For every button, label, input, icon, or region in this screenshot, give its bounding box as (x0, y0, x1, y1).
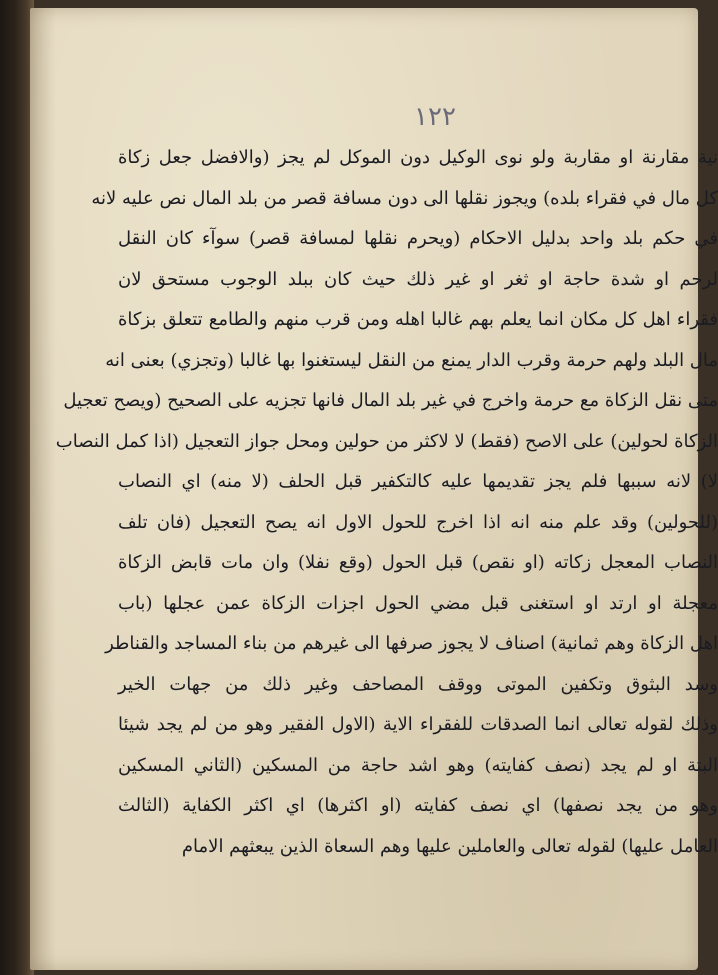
manuscript-text (55, 138, 718, 867)
text-line: العامل عليها) لقوله تعالى والعاملين عليها وهم السعاة الذين يبعثهم الامام (181, 835, 718, 857)
text-line: مال البلد ولهم حرمة وقرب الدار يمنع من النقل ليستغنوا بها غالبا (وتجزي) بعنى انه (105, 349, 718, 371)
text-line: متى نقل الزكاة مع حرمة واخرج في غير بلد المال فانها تجزيه على الصحيح (ويصح تعجيل (63, 390, 718, 411)
text-line: اهل الزكاة وهم ثمانية) اصناف لا يجوز صرفها الى غيرهم من بناء المساجد والقناطر (105, 633, 718, 654)
text-line: لا) لانه سببها فلم يجز تقديمها عليه كالتكفير قبل الحلف (لا منه) اي النصاب (118, 471, 718, 492)
text-line: لرحم او شدة حاجة او ثغر او غير ذلك حيث كان ببلد الوجوب مستحق لان (118, 268, 718, 290)
text-line: البتة او لم يجد (نصف كفايته) وهو اشد حاجة من المسكين (الثاني المسكين (118, 754, 718, 776)
text-line: معجلة او ارتد او استغنى قبل مضي الحول اجزات الزكاة عمن عجلها (باب (118, 592, 718, 614)
text-line: وسد البثوق وتكفين الموتى ووقف المصاحف وغير ذلك من جهات الخير (118, 673, 718, 695)
text-line: في حكم بلد واحد بدليل الاحكام (ويحرم نقلها لمسافة قصر) سوآء كان النقل (118, 228, 718, 249)
folio-number: ١٢٢ (414, 102, 456, 132)
text-line: نية مقارنة او مقاربة ولو نوى الوكيل دون الموكل لم يجز (والافضل جعل زكاة (118, 147, 718, 168)
book-binding (0, 0, 34, 975)
text-line: فقراء اهل كل مكان انما يعلم بهم غالبا اهله ومن قرب منهم والطامع تتعلق بزكاة (118, 309, 718, 330)
text-line: النصاب المعجل زكاته (او نقص) قبل الحول (وقع نفلا) وان مات قابض الزكاة (118, 552, 718, 573)
text-line: وهو من يجد نصفها) اي نصف كفايته (او اكثرها) اي اكثر الكفاية (الثالث (118, 795, 718, 816)
text-line: (للحولين) وقد علم منه انه اذا اخرج للحول الاول انه يصح التعجيل (فان تلف (118, 511, 718, 533)
text-line: وذلك لقوله تعالى انما الصدقات للفقراء الاية (الاول الفقير وهو من لم يجد شيئا (118, 714, 718, 735)
manuscript-page (30, 8, 718, 970)
text-line: كل مال في فقراء بلده) ويجوز نقلها الى دون مسافة قصر من بلد المال نص عليه لانه (91, 187, 718, 209)
text-line: الزكاة لحولين) على الاصح (فقط) لا لاكثر من حولين ومحل جواز التعجيل (اذا كمل النصاب (55, 430, 718, 452)
